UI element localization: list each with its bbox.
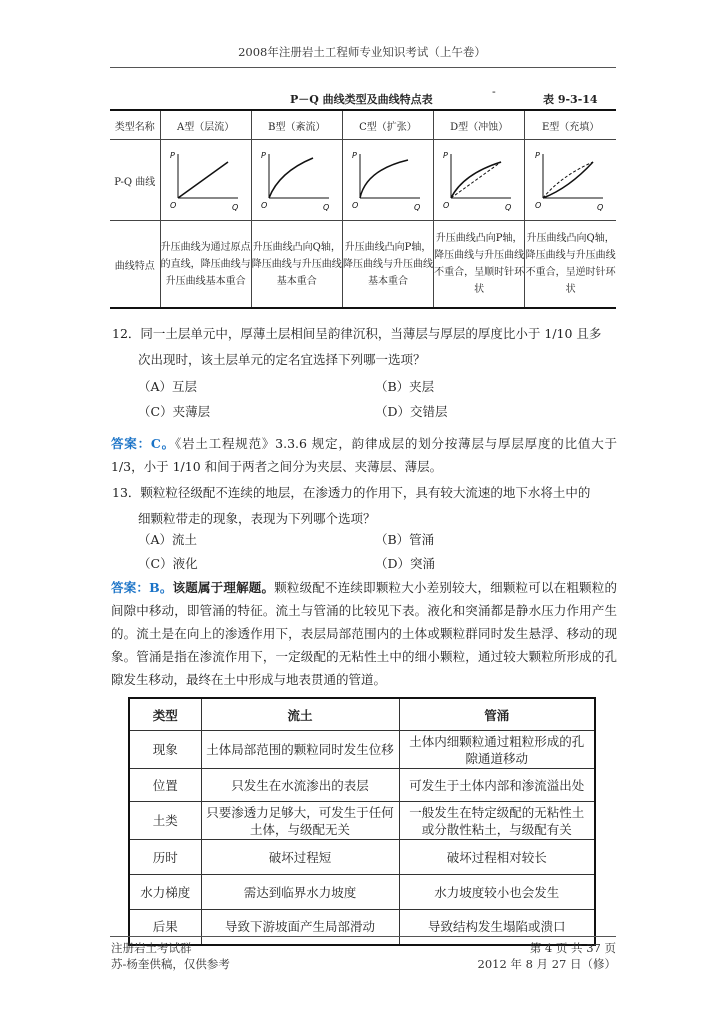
- cmp-cell: 土体局部范围的颗粒同时发生位移: [201, 731, 399, 769]
- cmp-header-flow-soil: 流土: [201, 698, 399, 731]
- question-12-line2: 次出现时，该土层单元的定名宜选择下列哪一选项？: [138, 352, 426, 367]
- cmp-row-label: 土类: [129, 802, 201, 840]
- question-13-option-d: （D）突涌: [375, 556, 436, 571]
- question-12-option-d: （D）交错层: [375, 404, 448, 419]
- axis-q-label: Q: [413, 203, 421, 212]
- answer-label: 答案：B。: [111, 580, 173, 595]
- axis-o-label: O: [443, 201, 450, 210]
- cmp-header-piping: 管涌: [399, 698, 595, 731]
- axis-o-label: O: [260, 201, 268, 210]
- pq-curve-cell-b: [251, 140, 342, 221]
- pq-curve-falling: [451, 162, 501, 198]
- pq-table-mark: -: [492, 85, 496, 98]
- question-12-line1: 12．同一土层单元中，厚薄土层相间呈韵律沉积，当薄层与厚层的厚度比小于 1/10 且多: [112, 326, 602, 341]
- page-header: 2008年注册岩土工程师专业知识考试（上午卷）: [238, 45, 486, 59]
- axis-p-label: P: [351, 151, 357, 160]
- pq-header-type: D型（冲蚀）: [434, 110, 525, 140]
- axis-q-label: Q: [505, 203, 512, 212]
- cmp-cell: 只要渗透力足够大，可发生于任何土体，与级配无关: [201, 802, 399, 840]
- axis-q-label: Q: [596, 203, 603, 212]
- question-13-line1: 13．颗粒粒径级配不连续的地层，在渗透力的作用下，具有较大流速的地下水将土中的: [112, 485, 591, 500]
- axis-o-label: O: [534, 201, 541, 210]
- pq-header-type: C型（扩张）: [342, 110, 433, 140]
- pq-header-type: B型（紊流）: [251, 110, 342, 140]
- question-12-option-b: （B）夹层: [375, 379, 435, 394]
- cmp-cell: 只发生在水流渗出的表层: [201, 769, 399, 802]
- axis-p-label: P: [260, 151, 266, 160]
- cmp-cell: 土体内细颗粒通过粗粒形成的孔隙通道移动: [399, 731, 595, 769]
- flow-soil-vs-piping-table: [128, 697, 596, 946]
- question-13-option-a: （A）流土: [138, 532, 198, 547]
- question-12-option-a: （A）互层: [138, 379, 198, 394]
- cmp-cell: 可发生于土体内部和渗流溢出处: [399, 769, 595, 802]
- pq-table-title: P－Q 曲线类型及曲线特点表: [290, 93, 433, 106]
- pq-feature-cell: 升压曲线凸向Q轴，降压曲线与升压曲线基本重合: [251, 221, 342, 309]
- pq-row-label-curve: P-Q 曲线: [110, 140, 160, 221]
- pq-feature-cell: 升压曲线凸向Q轴，降压曲线与升压曲线不重合，呈逆时针环状: [525, 221, 616, 309]
- pq-curve-cell-c: [342, 140, 433, 221]
- cmp-row-label: 现象: [129, 731, 201, 769]
- axis-p-label: P: [169, 151, 175, 160]
- pq-curve-rising: [543, 162, 593, 198]
- answer-label: 答案：C。: [111, 436, 175, 451]
- question-13-line2: 细颗粒带走的现象，表现为下列哪个选项？: [138, 511, 376, 526]
- pq-curve-d-graph: [439, 148, 519, 212]
- cmp-row-label: 位置: [129, 769, 201, 802]
- cmp-row-label: 水力梯度: [129, 875, 201, 910]
- pq-header-type-name: 类型名称: [110, 110, 160, 140]
- cmp-header-type: 类型: [129, 698, 201, 731]
- cmp-row-label: 历时: [129, 840, 201, 875]
- pq-curve-cell-e: [525, 140, 616, 221]
- axis-q-label: Q: [322, 203, 330, 212]
- pq-curve-table: [110, 109, 616, 309]
- footer-left-line1: 注册岩土考试群: [111, 941, 192, 955]
- pq-row-label-feature: 曲线特点: [110, 221, 160, 309]
- pq-curve-line: [178, 162, 228, 198]
- cmp-cell: 破坏过程相对较长: [399, 840, 595, 875]
- pq-feature-cell: 升压曲线凸向P轴，降压曲线与升压曲线基本重合: [342, 221, 433, 309]
- axis-p-label: P: [534, 151, 540, 160]
- footer-page-number: 第 4 页 共 37 页: [529, 941, 616, 955]
- pq-curve-line: [360, 160, 408, 198]
- cmp-row-label: 后果: [129, 910, 201, 945]
- question-12-answer: [111, 432, 617, 478]
- pq-curve-line: [269, 158, 313, 198]
- header-divider: [110, 67, 616, 68]
- answer-text: 《岩土工程规范》3.3.6 规定，韵律成层的划分按薄层与厚层厚度的比值大于 1/3，小于 1/10 和间于两者之间分为夹层、夹薄层、薄层。: [111, 436, 618, 474]
- cmp-cell: 导致结构发生塌陷或溃口: [399, 910, 595, 945]
- cmp-cell: 需达到临界水力坡度: [201, 875, 399, 910]
- pq-curve-cell-d: [434, 140, 525, 221]
- pq-curve-e-graph: [531, 148, 611, 212]
- pq-feature-cell: 升压曲线凸向P轴，降压曲线与升压曲线不重合，呈顺时针环状: [434, 221, 525, 309]
- question-13-option-c: （C）液化: [138, 556, 198, 571]
- axis-o-label: O: [169, 201, 176, 210]
- pq-header-type: E型（充填）: [525, 110, 616, 140]
- pq-header-type: A型（层流）: [160, 110, 251, 140]
- pq-table-number: 表 9-3-14: [543, 93, 598, 106]
- pq-curve-c-graph: [348, 148, 428, 212]
- pq-curve-b-graph: [257, 148, 337, 212]
- pq-curve-a-graph: [166, 148, 246, 212]
- question-13-option-b: （B）管涌: [375, 532, 435, 547]
- footer-date: 2012 年 8 月 27 日（修）: [477, 957, 616, 971]
- cmp-cell: 水力坡度较小也会发生: [399, 875, 595, 910]
- cmp-cell: 破坏过程短: [201, 840, 399, 875]
- pq-feature-cell: 升压曲线为通过原点的直线，降压曲线与升压曲线基本重合: [160, 221, 251, 309]
- footer-left-line2: 苏-杨奎供稿，仅供参考: [111, 957, 230, 971]
- axis-q-label: Q: [231, 203, 238, 212]
- question-13-answer: [111, 576, 617, 691]
- answer-emphasis: 该题属于理解题。: [172, 580, 275, 595]
- axis-o-label: O: [351, 201, 359, 210]
- footer-divider: [110, 936, 616, 937]
- cmp-cell: 导致下游坡面产生局部滑动: [201, 910, 399, 945]
- axis-p-label: P: [443, 151, 448, 160]
- pq-curve-cell-a: [160, 140, 251, 221]
- question-12-option-c: （C）夹薄层: [138, 404, 211, 419]
- cmp-cell: 一般发生在特定级配的无粘性土或分散性粘土，与级配有关: [399, 802, 595, 840]
- pq-curve-falling: [543, 162, 593, 198]
- answer-text: 颗粒级配不连续即颗粒大小差别较大，细颗粒可以在粗颗粒的间隙中移动，即管涌的特征。流土与管涌的比较见下表。液化和突涌都是静水压力作用产生的。流土是在向上的渗透作用下，表层局部范围内的土体或颗粒群同时发生悬浮、移动的现象。管涌是指在渗流作用下，一定级配的无粘性土中的细小颗粒，通过较大颗粒所形成的孔隙发生移动，最终在土中形成与地表贯通的管道。: [111, 580, 617, 687]
